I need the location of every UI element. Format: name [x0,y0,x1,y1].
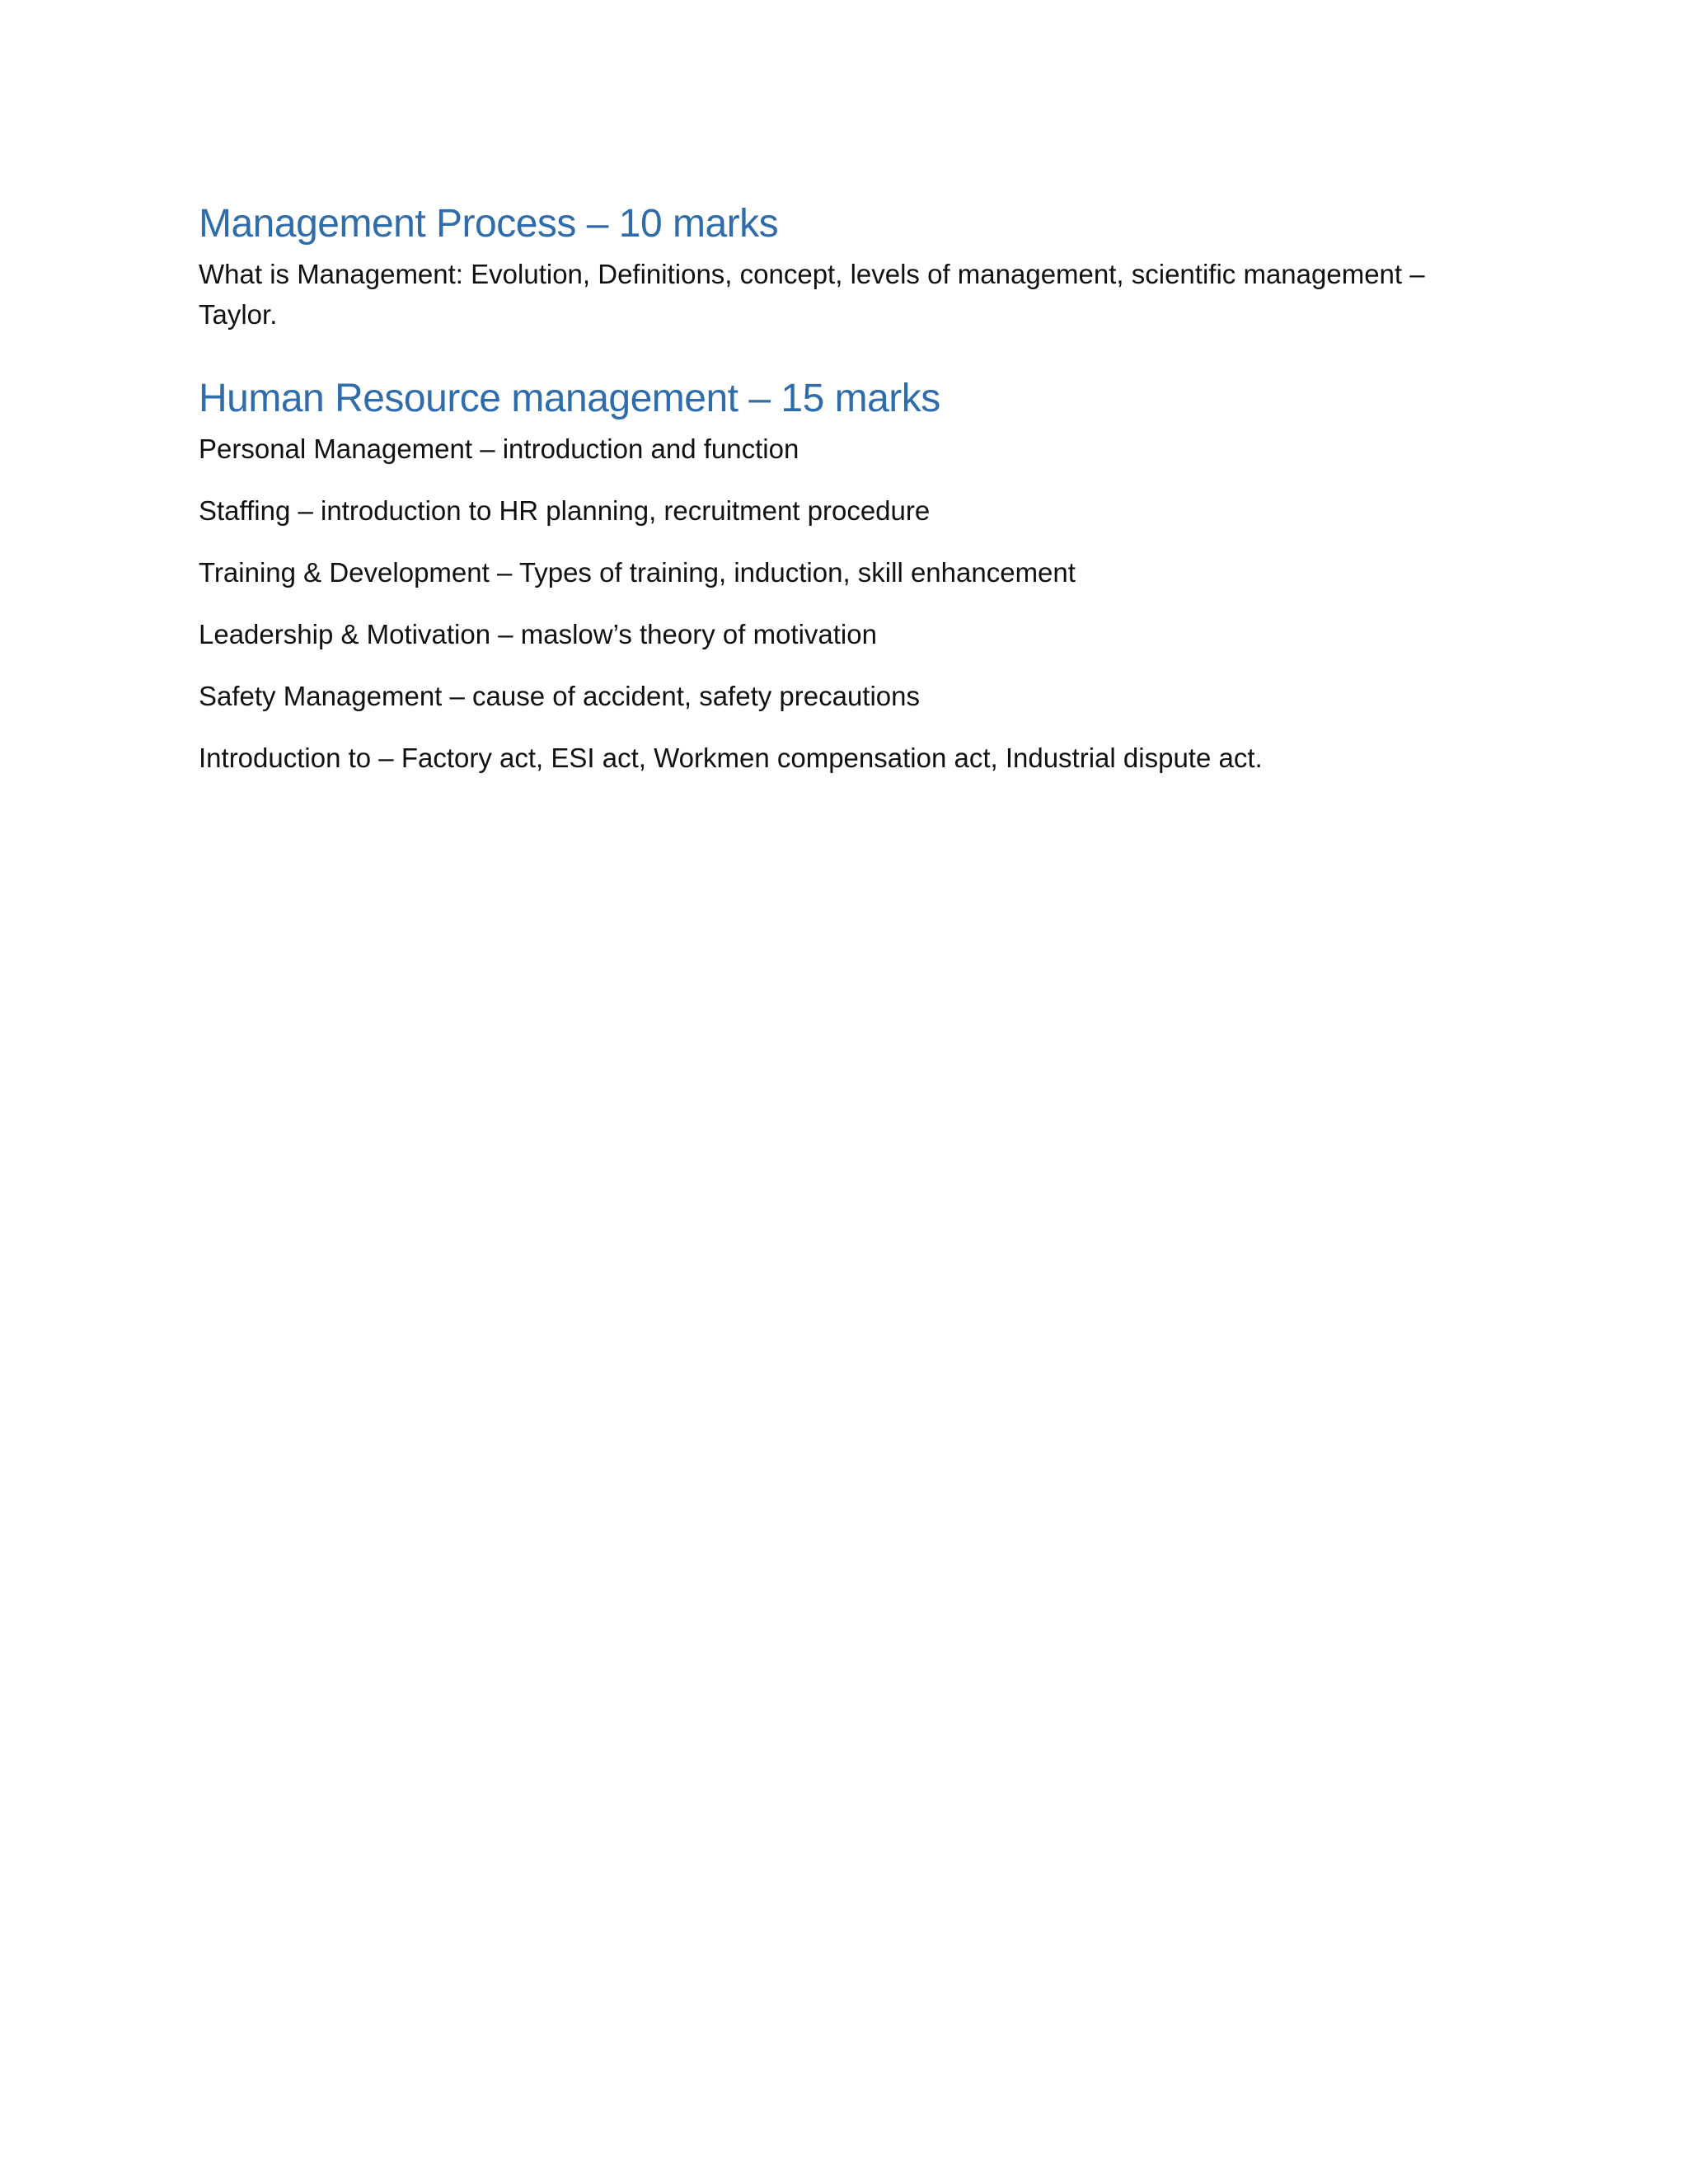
management-process-heading: Management Process – 10 marks [199,202,779,246]
hr-topic-industrial-acts: Introduction to – Factory act, ESI act, Workmen compensation act, Industrial dispute act. [199,743,1263,773]
hr-topic-training-development: Training & Development – Types of training, induction, skill enhancement [199,557,1076,588]
document-content [199,194,1493,799]
hr-topic-personal-management: Personal Management – introduction and function [199,434,799,464]
hr-topic-staffing: Staffing – introduction to HR planning, recruitment procedure [199,495,931,526]
hr-topic-safety-management: Safety Management – cause of accident, safety precautions [199,681,921,711]
management-process-description: What is Management: Evolution, Definitions, concept, levels of management, scientific management – Taylor. [199,259,1425,330]
human-resource-management-heading: Human Resource management – 15 marks [199,377,940,420]
hr-topic-leadership-motivation: Leadership & Motivation – maslow’s theory of motivation [199,619,877,649]
hr-topic-list [199,429,1493,778]
